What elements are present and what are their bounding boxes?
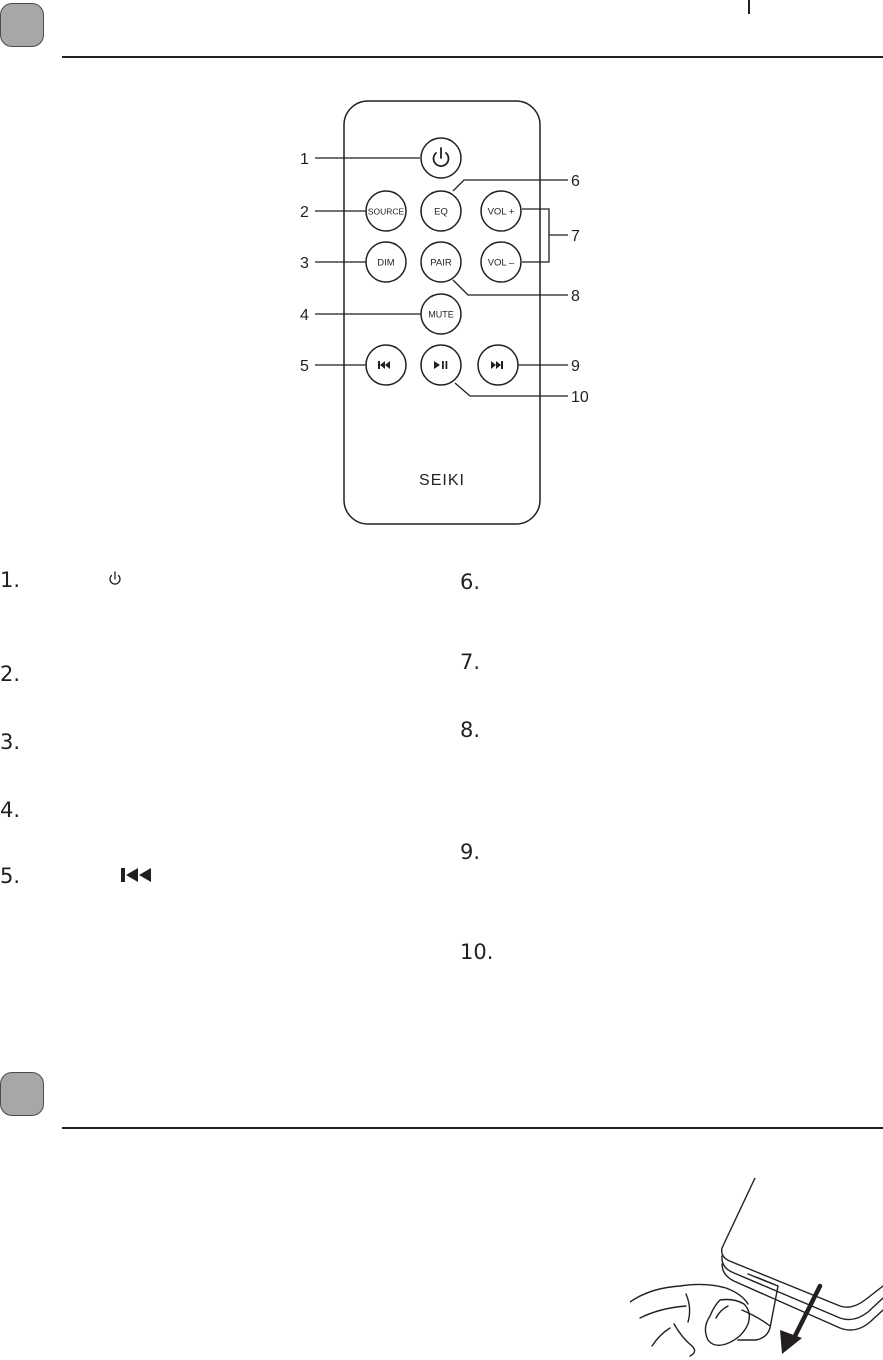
callout-1: 1 bbox=[300, 151, 309, 168]
list-number: 7. bbox=[460, 650, 481, 674]
previous-track-icon bbox=[121, 867, 155, 883]
pair-label: PAIR bbox=[430, 257, 452, 269]
callout-8: 8 bbox=[571, 288, 580, 305]
pull-arrow-icon bbox=[780, 1286, 820, 1354]
list-item-6 bbox=[460, 570, 480, 594]
list-number: 10. bbox=[460, 940, 494, 964]
leader-8 bbox=[453, 280, 568, 295]
callout-6: 6 bbox=[571, 173, 580, 190]
eq-label: EQ bbox=[434, 206, 448, 218]
list-item-10 bbox=[460, 940, 493, 964]
list-item-3 bbox=[0, 730, 20, 754]
list-item-2 bbox=[0, 662, 20, 686]
callout-5: 5 bbox=[300, 358, 309, 375]
vol-up-label: VOL + bbox=[487, 206, 515, 218]
list-number: 6. bbox=[460, 570, 481, 594]
callout-9: 9 bbox=[571, 358, 580, 375]
list-item-8 bbox=[460, 718, 480, 742]
section-rule-top bbox=[62, 56, 883, 58]
list-number: 3. bbox=[0, 730, 21, 754]
list-number: 2. bbox=[0, 662, 21, 686]
list-number: 5. bbox=[0, 864, 21, 888]
remote-control-diagram bbox=[290, 95, 610, 535]
list-item-5 bbox=[0, 864, 20, 888]
callout-4: 4 bbox=[300, 307, 309, 324]
mute-label: MUTE bbox=[428, 309, 454, 320]
battery-tab-illustration bbox=[630, 1178, 883, 1358]
section-marker-bottom bbox=[0, 1072, 44, 1116]
play-pause-button[interactable] bbox=[421, 345, 461, 385]
callout-2: 2 bbox=[300, 204, 309, 221]
power-icon bbox=[108, 571, 122, 587]
section-marker-top bbox=[0, 3, 44, 47]
leader-6 bbox=[453, 180, 568, 191]
leader-7 bbox=[522, 209, 549, 262]
list-number: 4. bbox=[0, 798, 21, 822]
brand-logo: SEIKI bbox=[419, 472, 465, 489]
callout-7: 7 bbox=[571, 228, 580, 245]
list-number: 9. bbox=[460, 840, 481, 864]
vol-down-label: VOL – bbox=[487, 257, 515, 269]
section-rule-bottom bbox=[62, 1127, 883, 1129]
dim-label: DIM bbox=[377, 257, 395, 269]
list-item-9 bbox=[460, 840, 480, 864]
list-item-1 bbox=[0, 568, 20, 592]
list-item-7 bbox=[460, 650, 480, 674]
list-item-4 bbox=[0, 798, 20, 822]
corner-tick bbox=[748, 0, 750, 14]
list-number: 8. bbox=[460, 718, 481, 742]
leader-10 bbox=[455, 383, 568, 396]
source-label: SOURCE bbox=[367, 206, 405, 217]
callout-10: 10 bbox=[571, 389, 589, 406]
list-number: 1. bbox=[0, 568, 21, 592]
callout-3: 3 bbox=[300, 255, 309, 272]
